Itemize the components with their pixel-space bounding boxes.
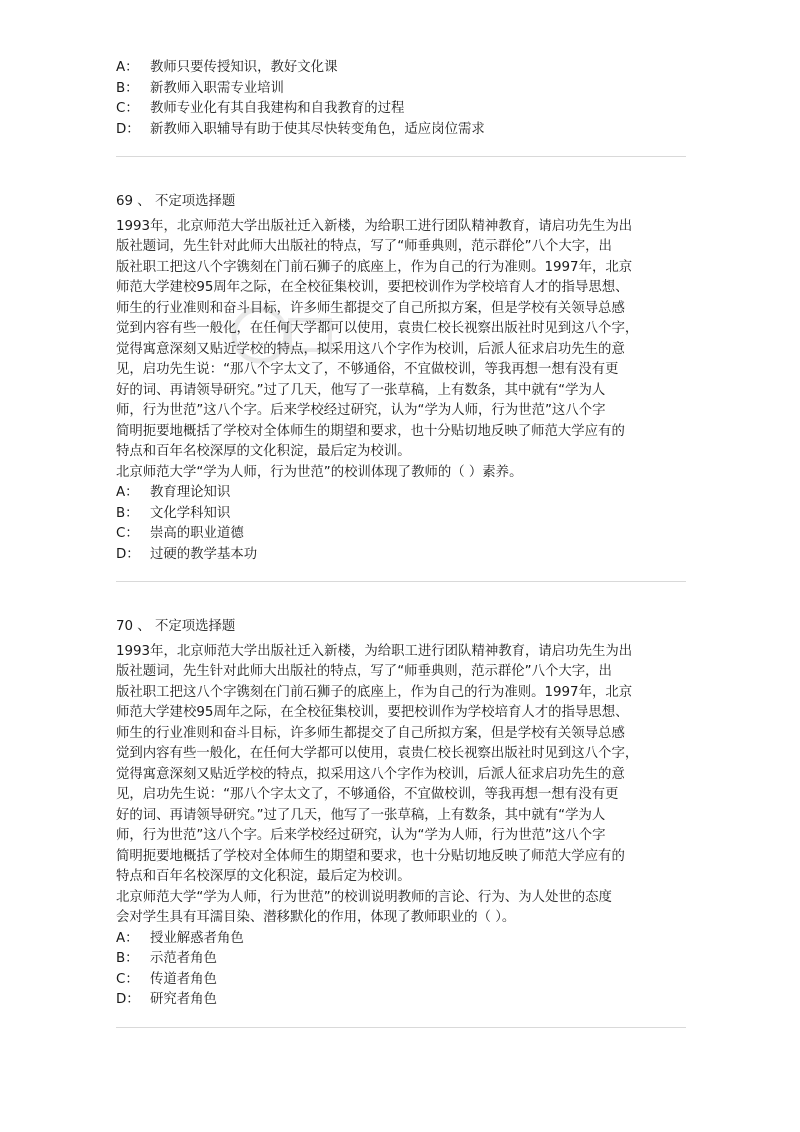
passage-line: 版社题词，先生针对此师大出版社的特点，写了“师垂典则，范示群伦”八个大字，出: [116, 239, 612, 254]
divider: [116, 1027, 686, 1028]
passage-line: 1993年，北京师范大学出版社迁入新楼，为给职工进行团队精神教育，请启功先生为出: [116, 218, 633, 234]
option-d[interactable]: D： 新教师入职辅导有助于使其尽快转变角色，适应岗位需求: [116, 121, 485, 137]
passage-line: 特点和百年名校深厚的文化积淀，最后定为校训。: [116, 444, 411, 459]
option-c[interactable]: C： 教师专业化有其自我建构和自我教育的过程: [116, 101, 405, 116]
option-a[interactable]: A： 教师只要传授知识，教好文化课: [116, 60, 338, 75]
question-stem: 会对学生具有耳濡目染、潜移默化的作用，体现了教师职业的（ ）。: [116, 910, 516, 925]
passage-line: 版社职工把这八个字镌刻在门前石狮子的底座上，作为自己的行为准则。1997年，北京: [116, 259, 633, 275]
document-page: [116, 58, 686, 1028]
question-header: 69 、 不定项选择题: [116, 194, 236, 209]
passage-line: 师范大学建校95周年之际，在全校征集校训，要把校训作为学校培育人才的指导思想、: [116, 705, 629, 720]
question-70: [116, 617, 686, 1011]
passage-line: 觉得寓意深刻又贴近学校的特点，拟采用这八个字作为校训，后派人征求启功先生的意: [116, 766, 625, 782]
passage-line: 版社职工把这八个字镌刻在门前石狮子的底座上，作为自己的行为准则。1997年，北京: [116, 684, 633, 700]
passage-line: 觉到内容有些一般化，在任何大学都可以使用，袁贵仁校长视察出版社时见到这八个字，: [116, 321, 639, 336]
passage-line: 见，启功先生说：“那八个字太文了，不够通俗，不宜做校训，等我再想一想有没有更: [116, 787, 619, 802]
passage-line: 特点和百年名校深厚的文化积淀，最后定为校训。: [116, 869, 411, 884]
option-a[interactable]: A： 教育理论知识: [116, 485, 231, 500]
question-69: [116, 192, 686, 565]
passage-line: 师范大学建校95周年之际，在全校征集校训，要把校训作为学校培育人才的指导思想、: [116, 280, 629, 295]
passage-line: 简明扼要地概括了学校对全体师生的期望和要求，也十分贴切地反映了师范大学应有的: [116, 423, 625, 439]
option-a[interactable]: A： 授业解惑者角色: [116, 930, 244, 946]
passage-line: 觉得寓意深刻又贴近学校的特点，拟采用这八个字作为校训，后派人征求启功先生的意: [116, 341, 625, 357]
passage-line: 简明扼要地概括了学校对全体师生的期望和要求，也十分贴切地反映了师范大学应有的: [116, 848, 625, 864]
question-passage: [116, 642, 686, 888]
question-header: 70 、 不定项选择题: [116, 619, 236, 634]
passage-line: 1993年，北京师范大学出版社迁入新楼，为给职工进行团队精神教育，请启功先生为出: [116, 643, 633, 659]
option-c[interactable]: C： 传道者角色: [116, 971, 217, 987]
prev-question-options: [116, 58, 686, 140]
passage-line: 版社题词，先生针对此师大出版社的特点，写了“师垂典则，范示群伦”八个大字，出: [116, 664, 612, 679]
passage-line: 觉到内容有些一般化，在任何大学都可以使用，袁贵仁校长视察出版社时见到这八个字，: [116, 746, 639, 761]
passage-line: 师生的行业准则和奋斗目标，许多师生都提交了自己所拟方案，但是学校有关领导总感: [116, 300, 625, 316]
question-passage: [116, 217, 686, 463]
option-b[interactable]: B： 文化学科知识: [116, 505, 231, 521]
passage-line: 师，行为世范”这八个字。后来学校经过研究，认为“学为人师，行为世范”这八个字: [116, 403, 606, 418]
passage-line: 好的词、再请领导研究。”过了几天，他写了一张草稿，上有数条，其中就有“学为人: [116, 807, 606, 823]
option-b[interactable]: B： 新教师入职需专业培训: [116, 80, 284, 96]
passage-line: 师生的行业准则和奋斗目标，许多师生都提交了自己所拟方案，但是学校有关领导总感: [116, 725, 625, 741]
passage-line: 见，启功先生说：“那八个字太文了，不够通俗，不宜做校训，等我再想一想有没有更: [116, 362, 619, 377]
option-d[interactable]: D： 过硬的教学基本功: [116, 546, 258, 562]
question-stem: 北京师范大学“学为人师，行为世范”的校训说明教师的言论、行为、为人处世的态度: [116, 889, 612, 905]
option-d[interactable]: D： 研究者角色: [116, 992, 217, 1007]
passage-line: 好的词、再请领导研究。”过了几天，他写了一张草稿，上有数条，其中就有“学为人: [116, 382, 606, 398]
option-b[interactable]: B： 示范者角色: [116, 951, 217, 966]
question-stem: 北京师范大学“学为人师，行为世范”的校训体现了教师的（ ）素养。: [116, 464, 523, 480]
passage-line: 师，行为世范”这八个字。后来学校经过研究，认为“学为人师，行为世范”这八个字: [116, 828, 606, 843]
option-c[interactable]: C： 崇高的职业道德: [116, 526, 244, 541]
